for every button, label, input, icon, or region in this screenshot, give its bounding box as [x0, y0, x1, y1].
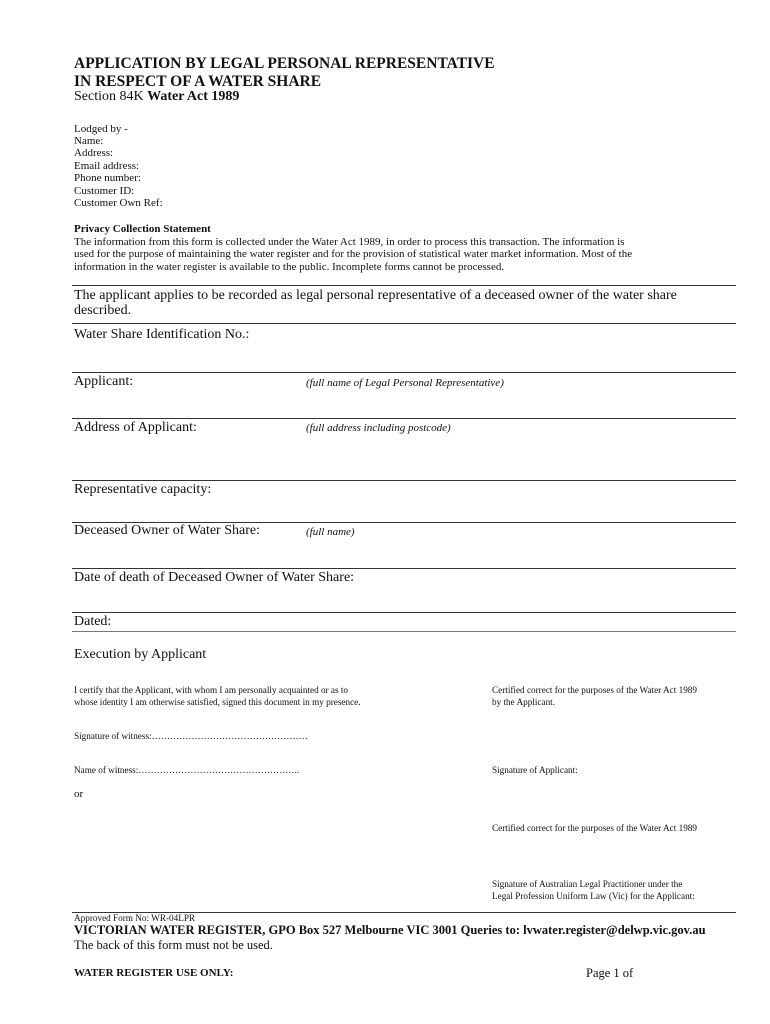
page-number: Page 1 of	[586, 966, 634, 980]
witness-name-field: Name of witness:……………………………………………..	[74, 765, 300, 775]
lodged-name-field: Name:	[74, 135, 104, 147]
deceased-owner-label: Deceased Owner of Water Share:	[74, 523, 260, 538]
divider	[72, 418, 736, 419]
application-intro-line1: The applicant applies to be recorded as legal personal representative of a deceased owner of the water share	[74, 288, 677, 303]
register-use-only-label: WATER REGISTER USE ONLY:	[74, 967, 234, 979]
lodged-address-field: Address:	[74, 147, 114, 159]
register-address-line: VICTORIAN WATER REGISTER, GPO Box 527 Melbourne VIC 3001 Queries to: lvwater.register@delwp.vic.gov.au	[74, 923, 706, 937]
representative-capacity-label: Representative capacity:	[74, 482, 212, 497]
certified-correct-practitioner: Certified correct for the purposes of the Water Act 1989	[492, 823, 697, 833]
certified-correct-line1: Certified correct for the purposes of the Water Act 1989	[492, 685, 697, 695]
section-reference	[74, 89, 239, 105]
privacy-text-line3: information in the water register is available to the public. Incomplete forms cannot be processed.	[74, 261, 505, 273]
applicant-label: Applicant:	[74, 374, 134, 389]
divider	[72, 612, 736, 613]
lodged-by-heading: Lodged by -	[74, 123, 128, 135]
lodged-phone-field: Phone number:	[74, 172, 141, 184]
lodged-customer-ref-field: Customer Own Ref:	[74, 197, 163, 209]
privacy-text-line1: The information from this form is collected under the Water Act 1989, in order to process this transaction. The information is	[74, 236, 625, 248]
divider	[72, 323, 736, 324]
approved-form-number: Approved Form No: WR-04LPR	[74, 913, 196, 923]
back-of-form-note: The back of this form must not be used.	[74, 938, 273, 952]
water-share-id-label: Water Share Identification No.:	[74, 327, 250, 342]
form-title-line2: IN RESPECT OF A WATER SHARE	[74, 73, 322, 90]
witness-certify-line2: whose identity I am otherwise satisfied, signed this document in my presence.	[74, 697, 361, 707]
lodged-email-field: Email address:	[74, 160, 140, 172]
divider	[72, 372, 736, 373]
applicant-hint: (full name of Legal Personal Representative)	[306, 377, 504, 389]
form-title-line1: APPLICATION BY LEGAL PERSONAL REPRESENTATIVE	[74, 55, 495, 72]
witness-signature-field: Signature of witness:……………………………………………	[74, 731, 308, 741]
privacy-text-line2: used for the purpose of maintaining the water register and for the provision of statistical water market information. Most of the	[74, 248, 633, 260]
divider	[72, 631, 736, 632]
certified-correct-line2: by the Applicant.	[492, 697, 556, 707]
privacy-heading: Privacy Collection Statement	[74, 223, 211, 235]
section-prefix: Section 84K	[74, 89, 148, 104]
address-hint: (full address including postcode)	[306, 422, 451, 434]
deceased-owner-hint: (full name)	[306, 526, 355, 538]
applicant-signature-field: Signature of Applicant:	[492, 765, 578, 775]
witness-certify-line1: I certify that the Applicant, with whom I am personally acquainted or as to	[74, 685, 349, 695]
section-act: Water Act 1989	[147, 89, 240, 104]
divider	[72, 568, 736, 569]
dated-label: Dated:	[74, 614, 112, 629]
practitioner-signature-line2: Legal Profession Uniform Law (Vic) for the Applicant:	[492, 891, 695, 901]
date-of-death-label: Date of death of Deceased Owner of Water Share:	[74, 570, 355, 585]
divider	[72, 285, 736, 286]
practitioner-signature-line1: Signature of Australian Legal Practitioner under the	[492, 879, 683, 889]
lodged-customer-id-field: Customer ID:	[74, 185, 135, 197]
divider	[72, 480, 736, 481]
application-intro-line2: described.	[74, 303, 132, 318]
address-of-applicant-label: Address of Applicant:	[74, 420, 197, 435]
execution-heading: Execution by Applicant	[74, 647, 207, 662]
or-text: or	[74, 788, 84, 800]
